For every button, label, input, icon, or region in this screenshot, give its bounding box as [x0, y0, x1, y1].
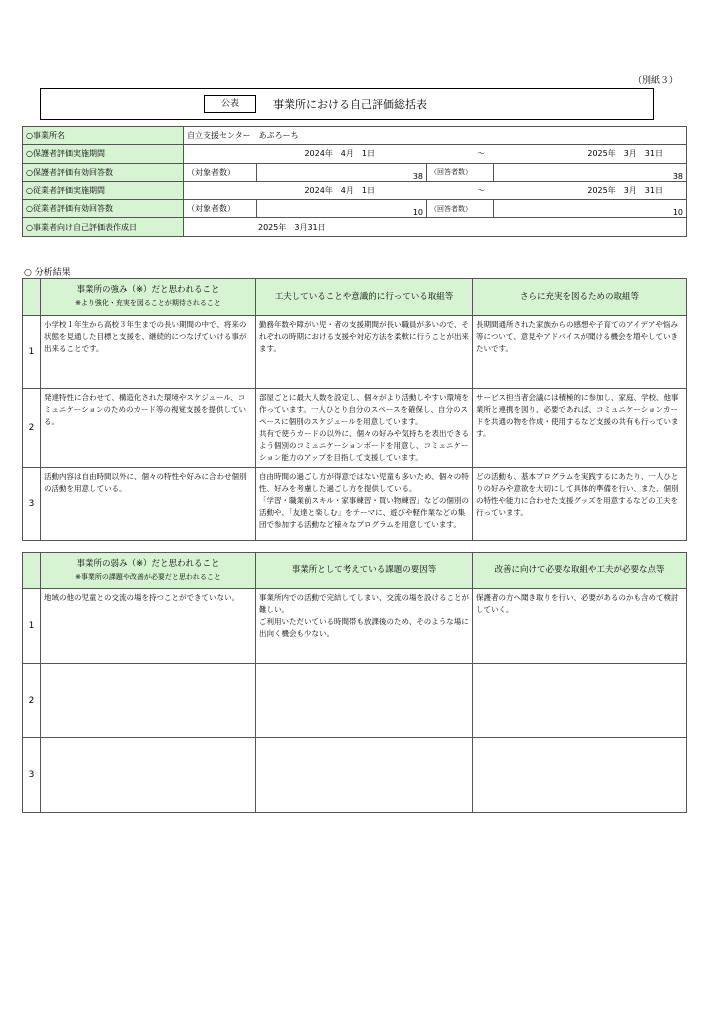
weaknesses-table: [22, 552, 687, 813]
weaknesses-header-1-title: 事業所の弱み（※）だと思われること: [76, 558, 220, 569]
weaknesses-header-2: 事業所として考えている課題の要因等: [256, 553, 473, 589]
needed-action-cell: 保護者の方へ聞き取りを行い、必要があるのかも含めて検討していく。: [473, 589, 687, 664]
cause-cell: [256, 738, 473, 813]
weaknesses-header-1: [41, 553, 256, 589]
guardian-period-cell: [184, 145, 687, 163]
attachment-label: （別紙３）: [632, 76, 678, 86]
office-label: ○事業所名: [23, 127, 184, 145]
staff-period-sep: ～: [477, 186, 485, 196]
weakness-cell: [41, 738, 256, 813]
weakness-cell: 地域の他の児童との交流の場を持つことができていない。: [41, 589, 256, 664]
guardian-target-value: 38: [257, 163, 427, 181]
staff-respondents-value: 10: [494, 200, 687, 218]
guardian-respondents-value: 38: [494, 163, 687, 181]
guardian-period-to: 2025年 3月 31日: [587, 149, 663, 159]
row-number: 1: [23, 316, 41, 389]
improvement-cell: サービス担当者会議には積極的に参加し、家庭、学校、他事業所と連携を図り、必要であれば、コミュニケーションカードを共通の物を作成・使用するなど支援の共有も行っています。: [473, 389, 687, 468]
strength-cell: 活動内容は自由時間以外に、個々の特性や好みに合わせ個別の活動を用意している。: [41, 468, 256, 541]
staff-period-cell: [184, 181, 687, 199]
strengths-header-1: [41, 279, 256, 316]
staff-target-value: 10: [257, 200, 427, 218]
row-number: 3: [23, 468, 41, 541]
improvement-cell: 長期間通所された家族からの感想や子育てのアイデアや悩み等について、意見やアドバイスが聞ける機会を増やしていきたいです。: [473, 316, 687, 389]
strength-cell: 小学校１年生から高校３年生までの長い期間の中で、将来の状態を見通した目標と支援を、継続的につなげていける事が出来ることです。: [41, 316, 256, 389]
staff-target-label: （対象者数）: [184, 200, 257, 218]
staff-period-label: ○従業者評価実施期間: [23, 181, 184, 199]
row-number: 2: [23, 389, 41, 468]
office-value: 自立支援センター あぷろーち: [184, 127, 687, 145]
table-row: [23, 664, 687, 738]
strengths-header-1-title: 事業所の強み（※）だと思われること: [76, 285, 220, 295]
guardian-period-from: 2024年 4月 1日: [304, 149, 375, 159]
row-number: 2: [23, 664, 41, 738]
strengths-table: [22, 278, 687, 541]
needed-action-cell: [473, 664, 687, 738]
guardian-count-label: ○保護者評価有効回答数: [23, 163, 184, 181]
table-row: [23, 468, 687, 541]
guardian-respondents-label: （回答者数）: [427, 163, 494, 181]
weaknesses-header-1-note: ※事業所の課題や改善が必要だと思われること: [75, 572, 221, 581]
strengths-header-1-note: ※より強化・充実を図ることが期待されること: [75, 299, 221, 307]
table-row: [23, 389, 687, 468]
staff-respondents-label: （回答者数）: [427, 200, 494, 218]
table-row: [23, 316, 687, 389]
table-row: [23, 738, 687, 813]
weaknesses-header-3: 改善に向けて必要な取組や工夫が必要な点等: [473, 553, 687, 589]
staff-period-to: 2025年 3月 31日: [587, 186, 663, 196]
weakness-cell: [41, 664, 256, 738]
section-title: ○ 分析結果: [24, 268, 71, 278]
weaknesses-corner-cell: [23, 553, 41, 589]
strength-cell: 発達特性に合わせて、構造化された環境やスケジュール、コミュニケーションのためのカード等の視覚支援を提供している。: [41, 389, 256, 468]
effort-cell: 自由時間の過ごし方が得意ではない児童も多いため、個々の特性、好みを考慮した過ごし方を提供している。 「学習・職業前スキル・家事練習・買い物練習」などの個別の活動や、「友達と楽しむ」をテーマに、遊びや軽作業などの集団で参加する活動など様々なプログラムを用意しています。: [256, 468, 473, 541]
effort-cell: 勤務年数や障がい児・者の支援期間が長い職員が多いので、それぞれの時期における支援や対応方法を柔軟に行うことが出来ます。: [256, 316, 473, 389]
guardian-target-label: （対象者数）: [184, 163, 257, 181]
staff-count-label: ○従業者評価有効回答数: [23, 200, 184, 218]
row-number: 3: [23, 738, 41, 813]
cause-cell: [256, 664, 473, 738]
needed-action-cell: [473, 738, 687, 813]
cause-cell: 事業所内での活動で完結してしまい、交流の場を設けることが難しい。 ご利用いただいている時間帯も放課後のため、そのような場に出向く機会も少ない。: [256, 589, 473, 664]
guardian-period-sep: ～: [477, 149, 485, 159]
info-table: [22, 126, 687, 237]
strengths-corner-cell: [23, 279, 41, 316]
staff-period-from: 2024年 4月 1日: [304, 186, 375, 196]
public-tag: 公表: [204, 95, 256, 113]
page-title: 事業所における自己評価総括表: [273, 98, 427, 111]
table-row: [23, 589, 687, 664]
created-date-label: ○事業者向け自己評価表作成日: [23, 218, 184, 236]
title-box: [40, 88, 654, 120]
improvement-cell: どの活動も、基本プログラムを実践するにあたり、一人ひとりの好みや意欲を大切にして具体的準備を行い、また、個別の特性や能力に合わせた支援グッズを用意するなどの工夫を行っています。: [473, 468, 687, 541]
strengths-header-2: 工夫していることや意識的に行っている取組等: [256, 279, 473, 316]
effort-cell: 部屋ごとに最大人数を設定し、個々がより活動しやすい環境を作っています。一人ひとり自分のスペースを確保し、自分のスペースに個別のスケジュールを用意しています。 共有で使うカードの以外に、個々の好みや気持ちを表出できるよう個別のコミュニケーションボードを用意し、コミュニケーション能力のアップを目指して支援しています。: [256, 389, 473, 468]
guardian-period-label: ○保護者評価実施期間: [23, 145, 184, 163]
created-date-value: 2025年 3月31日: [184, 218, 687, 236]
row-number: 1: [23, 589, 41, 664]
strengths-header-3: さらに充実を図るための取組等: [473, 279, 687, 316]
